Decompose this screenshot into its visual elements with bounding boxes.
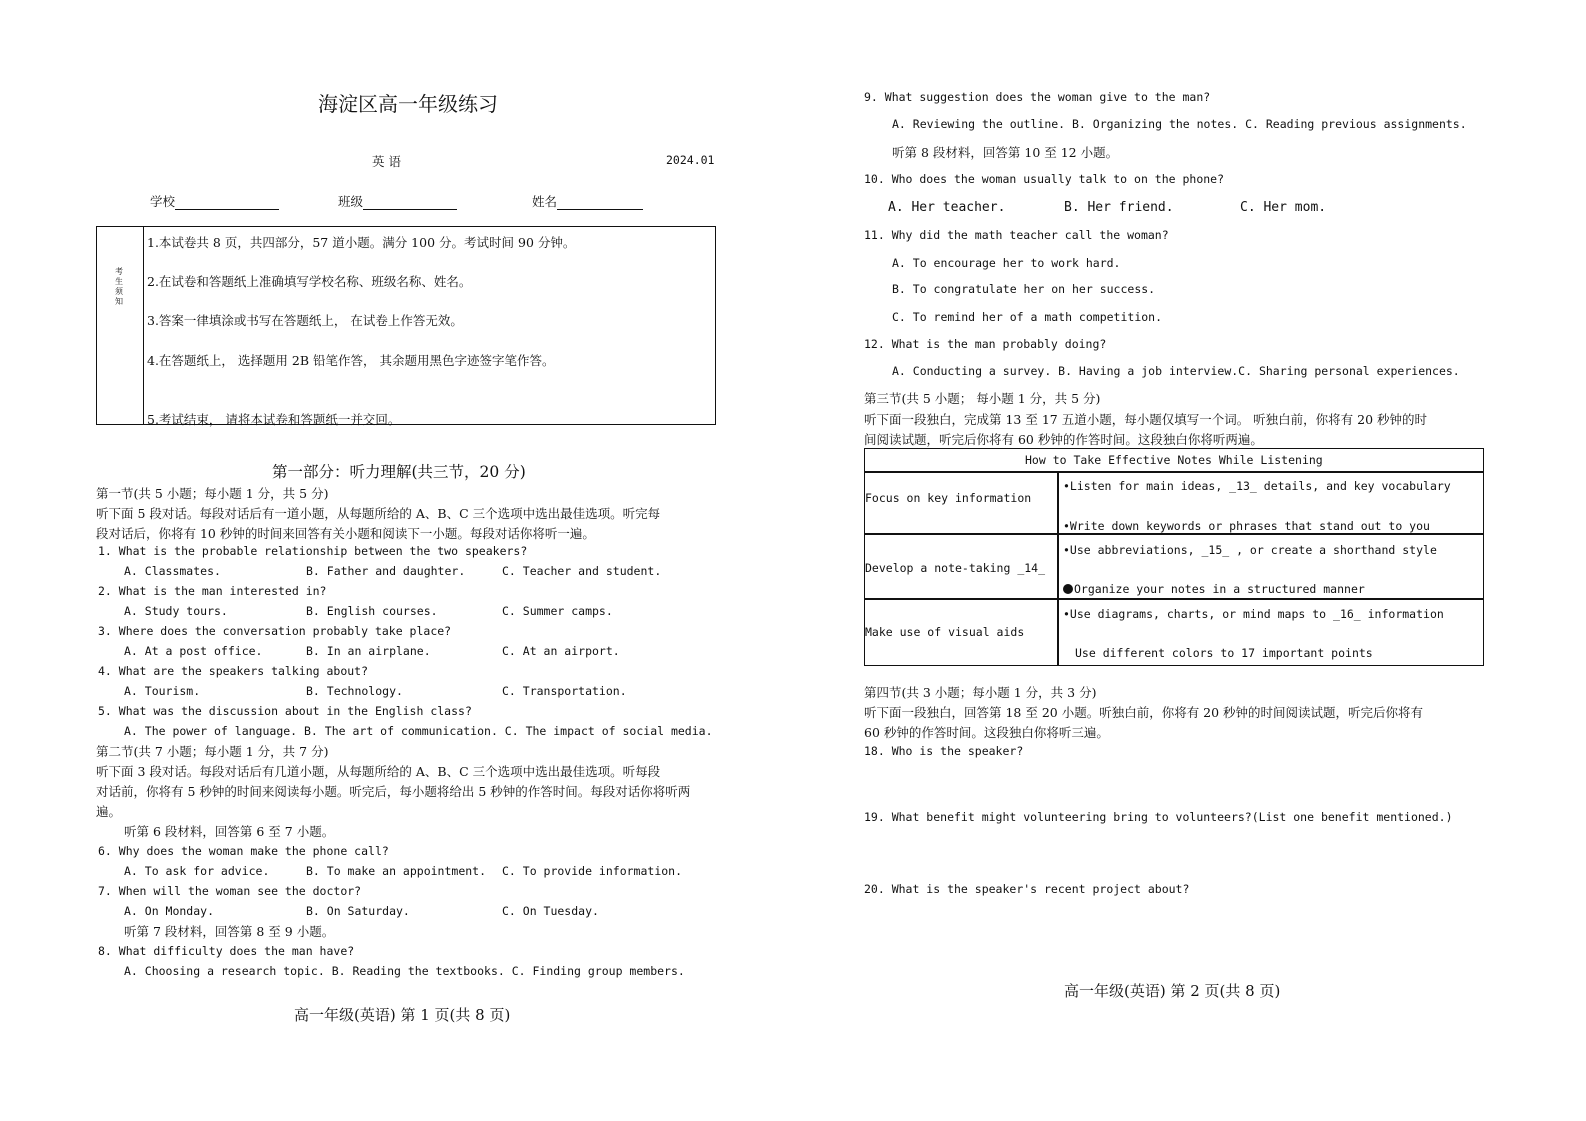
section3-instructions: 听下面一段独白，完成第 13 至 17 五道小题，每小题仅填写一个词。 听独白前，你将有 20 秒钟的时 (864, 412, 1428, 427)
page-footer: 高一年级(英语) 第 1 页(共 8 页) (294, 1006, 511, 1024)
table-cell: •Use abbreviations, _15_ , or create a shorthand style (1063, 543, 1437, 557)
section4-instructions: 听下面一段独白，回答第 18 至 20 小题。听独白前，你将有 20 秒钟的时间阅读试题，听完后你将有 (864, 705, 1424, 720)
question-5: 5. What was the discussion about in the English class? (98, 704, 472, 718)
section2-instructions: 对话前，你将有 5 秒钟的时间来阅读每小题。听完后，每小题将给出 5 秒钟的作答时间。每段对话你将听两 (96, 784, 691, 799)
option-b[interactable]: B. Father and daughter. (306, 564, 466, 578)
option-b[interactable]: B. Her friend. (1064, 200, 1174, 215)
school-blank[interactable] (175, 195, 279, 210)
notice-item: 1.本试卷共 8 页，共四部分，57 道小题。满分 100 分。考试时间 90 分钟。 (147, 235, 576, 250)
section1-header: 第一节(共 5 小题；每小题 1 分，共 5 分) (96, 486, 329, 501)
question-1: 1. What is the probable relationship between the two speakers? (98, 544, 528, 558)
candidate-notice-box (96, 226, 716, 425)
question-19: 19. What benefit might volunteering bring to volunteers?(List one benefit mentioned.) (864, 810, 1453, 824)
section3-instructions: 间阅读试题，听完后你将有 60 秒钟的作答时间。这段独白你将听两遍。 (864, 432, 1263, 447)
section1-instructions: 听下面 5 段对话。每段对话后有一道小题，从每题所给的 A、B、C 三个选项中选出最佳选项。听完每 (96, 506, 661, 521)
option-c[interactable]: C. Transportation. (502, 684, 627, 698)
options-row[interactable]: A. Conducting a survey. B. Having a job interview.C. Sharing personal experiences. (892, 364, 1460, 378)
section4-instructions: 60 秒钟的作答时间。这段独白你将听三遍。 (864, 725, 1109, 740)
option-b[interactable]: B. To congratulate her on her success. (892, 282, 1156, 296)
option-b[interactable]: B. On Saturday. (306, 904, 410, 918)
option-c[interactable]: C. Her mom. (1240, 200, 1327, 215)
option-b[interactable]: B. Technology. (306, 684, 403, 698)
table-cell: •Use diagrams, charts, or mind maps to _16_ information (1063, 607, 1444, 621)
option-b[interactable]: B. English courses. (306, 604, 438, 618)
school-field[interactable] (150, 192, 279, 210)
section4-header: 第四节(共 3 小题；每小题 1 分，共 3 分) (864, 685, 1097, 700)
table-row-label: Focus on key information (865, 491, 1032, 505)
option-a[interactable]: A. Classmates. (124, 564, 221, 578)
material-note: 听第 7 段材料，回答第 8 至 9 小题。 (124, 924, 335, 939)
section2-instructions: 遍。 (96, 804, 122, 819)
class-field[interactable] (338, 192, 457, 210)
options-row[interactable]: A. The power of language. B. The art of communication. C. The impact of social media. (124, 724, 713, 738)
section1-instructions: 段对话后，你将有 10 秒钟的时间来回答有关小题和阅读下一小题。每段对话你将听一遍。 (96, 526, 595, 541)
section2-header: 第二节(共 7 小题；每小题 1 分，共 7 分) (96, 744, 329, 759)
notice-item: 2.在试卷和答题纸上准确填写学校名称、班级名称、姓名。 (147, 274, 472, 289)
option-a[interactable]: A. At a post office. (124, 644, 263, 658)
option-b[interactable]: B. In an airplane. (306, 644, 431, 658)
option-c[interactable]: C. On Tuesday. (502, 904, 599, 918)
option-c[interactable]: C. To provide information. (502, 864, 683, 878)
table-cell: •Listen for main ideas, _13_ details, and key vocabulary (1063, 479, 1451, 493)
name-label: 姓名 (532, 194, 558, 209)
table-cell: Organize your notes in a structured manner (1063, 582, 1365, 596)
option-a[interactable]: A. Tourism. (124, 684, 201, 698)
option-a[interactable]: A. Study tours. (124, 604, 228, 618)
option-a[interactable]: A. Her teacher. (888, 200, 1006, 215)
question-18: 18. Who is the speaker? (864, 744, 1024, 758)
name-field[interactable] (532, 192, 643, 210)
question-9: 9. What suggestion does the woman give to the man? (864, 90, 1211, 104)
question-11: 11. Why did the math teacher call the woman? (864, 228, 1169, 242)
exam-date: 2024.01 (666, 153, 715, 167)
question-2: 2. What is the man interested in? (98, 584, 327, 598)
notes-table (864, 448, 1484, 666)
class-blank[interactable] (363, 195, 457, 210)
question-6: 6. Why does the woman make the phone call? (98, 844, 389, 858)
notice-item: 4.在答题纸上， 选择题用 2B 铅笔作答， 其余题用黑色字迹签字笔作答。 (147, 353, 555, 368)
class-label: 班级 (338, 194, 364, 209)
table-row-label: Make use of visual aids (865, 625, 1025, 639)
option-a[interactable]: A. On Monday. (124, 904, 215, 918)
school-label: 学校 (150, 194, 176, 209)
option-c[interactable]: C. Summer camps. (502, 604, 613, 618)
table-cell: •Write down keywords or phrases that stand out to you (1063, 519, 1430, 533)
material-note: 听第 8 段材料，回答第 10 至 12 小题。 (892, 145, 1119, 160)
question-4: 4. What are the speakers talking about? (98, 664, 369, 678)
question-12: 12. What is the man probably doing? (864, 337, 1107, 351)
question-20: 20. What is the speaker's recent project about? (864, 882, 1190, 896)
option-a[interactable]: A. To ask for advice. (124, 864, 270, 878)
question-3: 3. Where does the conversation probably take place? (98, 624, 452, 638)
section3-header: 第三节(共 5 小题； 每小题 1 分，共 5 分) (864, 391, 1101, 406)
table-cell: Use different colors to 17 important points (1075, 646, 1373, 660)
section2-instructions: 听下面 3 段对话。每段对话后有几道小题，从每题所给的 A、B、C 三个选项中选出最佳选项。听每段 (96, 764, 661, 779)
name-blank[interactable] (557, 195, 643, 210)
material-note: 听第 6 段材料，回答第 6 至 7 小题。 (124, 824, 335, 839)
table-row-label: Develop a note-taking _14_ (865, 561, 1046, 575)
options-row[interactable]: A. Reviewing the outline. B. Organizing the notes. C. Reading previous assignments. (892, 117, 1467, 131)
subject-label: 英 语 (372, 154, 401, 169)
notice-item: 3.答案一律填涂或书写在答题纸上， 在试卷上作答无效。 (147, 313, 463, 328)
option-a[interactable]: A. To encourage her to work hard. (892, 256, 1121, 270)
bullet-icon (1063, 584, 1073, 594)
part1-title: 第一部分：听力理解(共三节，20 分) (272, 463, 526, 481)
question-8: 8. What difficulty does the man have? (98, 944, 355, 958)
notice-side-label: 考生须知 (97, 227, 144, 424)
option-c[interactable]: C. At an airport. (502, 644, 620, 658)
option-c[interactable]: C. Teacher and student. (502, 564, 662, 578)
options-row[interactable]: A. Choosing a research topic. B. Reading the textbooks. C. Finding group members. (124, 964, 685, 978)
option-c[interactable]: C. To remind her of a math competition. (892, 310, 1163, 324)
page-title: 海淀区高一年级练习 (318, 92, 498, 116)
question-7: 7. When will the woman see the doctor? (98, 884, 362, 898)
notice-item: 5.考试结束， 请将本试卷和答题纸一并交回。 (147, 412, 401, 427)
option-b[interactable]: B. To make an appointment. (306, 864, 487, 878)
page-footer: 高一年级(英语) 第 2 页(共 8 页) (1064, 982, 1281, 1000)
question-10: 10. Who does the woman usually talk to on the phone? (864, 172, 1225, 186)
table-title: How to Take Effective Notes While Listening (1025, 453, 1323, 467)
